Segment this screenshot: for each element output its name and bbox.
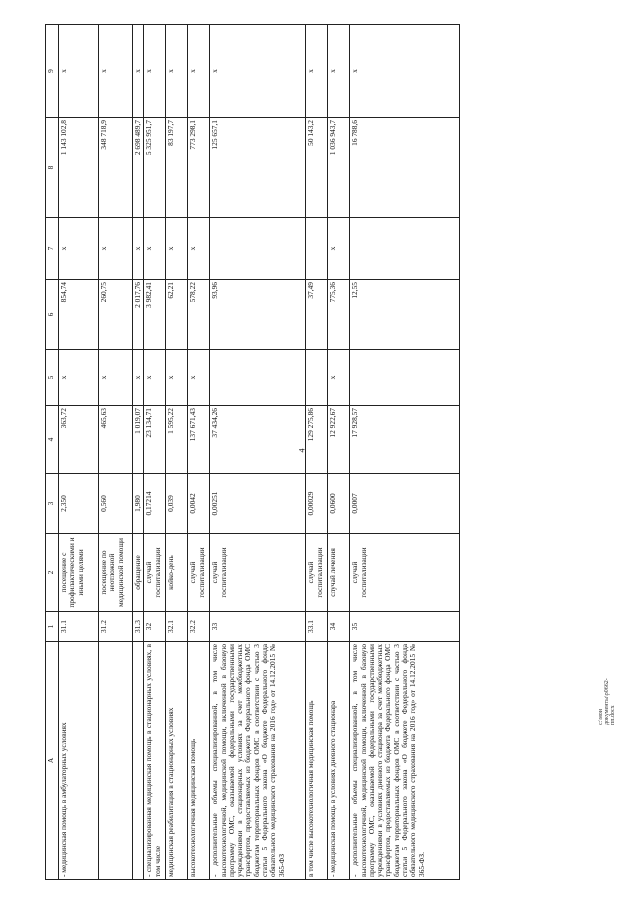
cell-c4: 12 922,67 bbox=[328, 406, 350, 474]
cell-c4: 23 134,71 bbox=[144, 406, 166, 474]
rotated-table-sheet bbox=[45, 25, 575, 880]
col-header-7: 7 bbox=[46, 218, 59, 280]
col-header-1: 1 bbox=[46, 612, 59, 642]
cell-c5: х bbox=[166, 350, 188, 406]
cell-c5 bbox=[306, 350, 328, 406]
cell-c5: х bbox=[188, 350, 210, 406]
cell-c6: 854,74 bbox=[59, 280, 99, 350]
cell-c3: 0,039 bbox=[166, 474, 188, 534]
col-header-2: 2 bbox=[46, 534, 59, 612]
cell-c7: х bbox=[59, 218, 99, 280]
cell-c3: 0,0600 bbox=[328, 474, 350, 534]
cell-c9: х bbox=[306, 25, 328, 118]
cell-c9: х bbox=[328, 25, 350, 118]
cell-n: 33.1 bbox=[306, 612, 328, 642]
cell-c7: х bbox=[188, 218, 210, 280]
table-row bbox=[144, 25, 166, 880]
table-row bbox=[188, 25, 210, 880]
cell-c4: 1 595,22 bbox=[166, 406, 188, 474]
cell-c5 bbox=[210, 350, 306, 406]
cell-c8: 50 143,2 bbox=[306, 118, 328, 218]
cell-c7: х bbox=[144, 218, 166, 280]
col-header-4: 4 bbox=[46, 406, 59, 474]
table-row bbox=[133, 25, 144, 880]
cell-unit: случай госпитализации bbox=[306, 534, 328, 612]
cell-c4: 465,63 bbox=[99, 406, 133, 474]
col-header-6: 6 bbox=[46, 280, 59, 350]
cell-n: 31.1 bbox=[59, 612, 99, 642]
cell-unit: случай госпитализации bbox=[188, 534, 210, 612]
footer-path: c:\мои документы\р0662-пп.docx bbox=[598, 678, 616, 725]
table-row bbox=[350, 25, 460, 880]
cell-c7: х bbox=[133, 218, 144, 280]
cell-unit: посещение с профилактическими и иными целями bbox=[59, 534, 99, 612]
cell-c9: х bbox=[210, 25, 306, 118]
cell-c6: 578,22 bbox=[188, 280, 210, 350]
cell-c3: 0,00029 bbox=[306, 474, 328, 534]
cell-c4: 1 019,07 bbox=[133, 406, 144, 474]
cell-unit: случай лечения bbox=[328, 534, 350, 612]
cell-c5: х bbox=[133, 350, 144, 406]
cell-c8: 1 143 102,8 bbox=[59, 118, 99, 218]
cell-c9: х bbox=[99, 25, 133, 118]
cell-c3: 0,00251 bbox=[210, 474, 306, 534]
cell-c4: 17 928,57 bbox=[350, 406, 460, 474]
cell-c4: 363,72 bbox=[59, 406, 99, 474]
cell-c4: 137 671,43 bbox=[188, 406, 210, 474]
cell-a: медицинская реабилитация в стационарных условиях bbox=[166, 642, 188, 880]
cell-c3: 0,0042 bbox=[188, 474, 210, 534]
cell-c8: 2 698 489,7 bbox=[133, 118, 144, 218]
table-body bbox=[59, 25, 460, 880]
col-header-3: 3 bbox=[46, 474, 59, 534]
cell-a: - дополнительные объемы специализированной, в том числе высокотехнологичной, медицинской помощи, включенной в базовую программу ОМС, оказываемой федеральными государственными учреждениями в условиях дневного стационара за счет межбюджетных трансфертов, предоставляемых из бюджета Федерального фонда ОМС бюджетам территориальных фондов ОМС в соответствии с частью 3 статьи 5 Федерального закона «О бюджете Федерального фонда обязательного медицинского страхования на 2016 год» от 14.12.2015 № 365-ФЗ. bbox=[350, 642, 460, 880]
cell-c6: 260,75 bbox=[99, 280, 133, 350]
cell-c6: 2 017,76 bbox=[133, 280, 144, 350]
cell-c7: х bbox=[99, 218, 133, 280]
cell-unit: койко-день bbox=[166, 534, 188, 612]
cell-n: 31.2 bbox=[99, 612, 133, 642]
cell-c6: 37,49 bbox=[306, 280, 328, 350]
cell-c3: 2,350 bbox=[59, 474, 99, 534]
cell-c9: х bbox=[166, 25, 188, 118]
cell-c8: 83 197,7 bbox=[166, 118, 188, 218]
cell-c8: 1 036 943,7 bbox=[328, 118, 350, 218]
cell-c8: 773 298,1 bbox=[188, 118, 210, 218]
cell-c6: 775,36 bbox=[328, 280, 350, 350]
cell-c9: х bbox=[59, 25, 99, 118]
col-header-9: 9 bbox=[46, 25, 59, 118]
cell-a: - медицинская помощь в амбулаторных условиях bbox=[59, 642, 99, 880]
cell-c7: х bbox=[166, 218, 188, 280]
cell-c3: 0,17214 bbox=[144, 474, 166, 534]
cell-c3: 0,0007 bbox=[350, 474, 460, 534]
cell-c7 bbox=[306, 218, 328, 280]
table-row bbox=[99, 25, 133, 880]
cell-c8: 348 718,9 bbox=[99, 118, 133, 218]
cell-c5: х bbox=[59, 350, 99, 406]
cell-a bbox=[133, 642, 144, 880]
cell-c4: 129 275,86 bbox=[306, 406, 328, 474]
table-row bbox=[166, 25, 188, 880]
cell-unit: обращение bbox=[133, 534, 144, 612]
table-row bbox=[306, 25, 328, 880]
cell-c7 bbox=[210, 218, 306, 280]
cell-c8: 5 325 951,7 bbox=[144, 118, 166, 218]
table-row bbox=[59, 25, 99, 880]
page-number: 4 bbox=[297, 448, 307, 453]
cell-n: 31.3 bbox=[133, 612, 144, 642]
cell-c5 bbox=[350, 350, 460, 406]
cell-a bbox=[99, 642, 133, 880]
cell-c5: х bbox=[328, 350, 350, 406]
cell-a: в том числе высокотехнологичная медицинская помощь bbox=[306, 642, 328, 880]
cell-c8: 16 788,6 bbox=[350, 118, 460, 218]
col-header-5: 5 bbox=[46, 350, 59, 406]
cell-c5: х bbox=[144, 350, 166, 406]
header-row bbox=[46, 25, 59, 880]
cell-n: 35 bbox=[350, 612, 460, 642]
table-row bbox=[210, 25, 306, 880]
cell-n: 33 bbox=[210, 612, 306, 642]
cell-unit: случай госпитализации bbox=[350, 534, 460, 612]
cell-a: высокотехнологичная медицинская помощь bbox=[188, 642, 210, 880]
data-table bbox=[45, 24, 460, 880]
cell-c8: 125 657,1 bbox=[210, 118, 306, 218]
cell-c5: х bbox=[99, 350, 133, 406]
cell-unit: случай госпитализации bbox=[144, 534, 166, 612]
cell-c9: х bbox=[188, 25, 210, 118]
cell-n: 34 bbox=[328, 612, 350, 642]
cell-n: 32 bbox=[144, 612, 166, 642]
cell-c9: х bbox=[133, 25, 144, 118]
cell-a: - дополнительные объемы специализированной, в том числе высокотехнологичной, медицинской помощи, включенной в базовую программу ОМС, оказываемой федеральными государственными учреждениями в стационарных условиях за счет межбюджетных трансфертов, предоставляемых из бюджета Федерального фонда ОМС бюджетам территориальных фондов ОМС в соответствии с частью 3 статьи 5 Федерального закона «О бюджете Федерального фонда обязательного медицинского страхования на 2016 год» от 14.12.2015 № 365-ФЗ bbox=[210, 642, 306, 880]
cell-c6: 62,21 bbox=[166, 280, 188, 350]
cell-c9: х bbox=[144, 25, 166, 118]
cell-a: - специализированная медицинская помощь в стационарных условиях, в том числе bbox=[144, 642, 166, 880]
cell-c4: 37 434,26 bbox=[210, 406, 306, 474]
table-row bbox=[328, 25, 350, 880]
cell-c9: х bbox=[350, 25, 460, 118]
cell-unit: посещение по неотложной медицинской помощи bbox=[99, 534, 133, 612]
cell-a: - медицинская помощь в условиях дневного стационара bbox=[328, 642, 350, 880]
cell-c7: х bbox=[328, 218, 350, 280]
col-header-a: A bbox=[46, 642, 59, 880]
cell-n: 32.1 bbox=[166, 612, 188, 642]
col-header-8: 8 bbox=[46, 118, 59, 218]
cell-c3: 0,560 bbox=[99, 474, 133, 534]
cell-c6: 3 982,41 bbox=[144, 280, 166, 350]
cell-c6: 12,55 bbox=[350, 280, 460, 350]
cell-c7 bbox=[350, 218, 460, 280]
cell-c6: 93,96 bbox=[210, 280, 306, 350]
cell-n: 32.2 bbox=[188, 612, 210, 642]
cell-c3: 1,980 bbox=[133, 474, 144, 534]
cell-unit: случай госпитализации bbox=[210, 534, 306, 612]
